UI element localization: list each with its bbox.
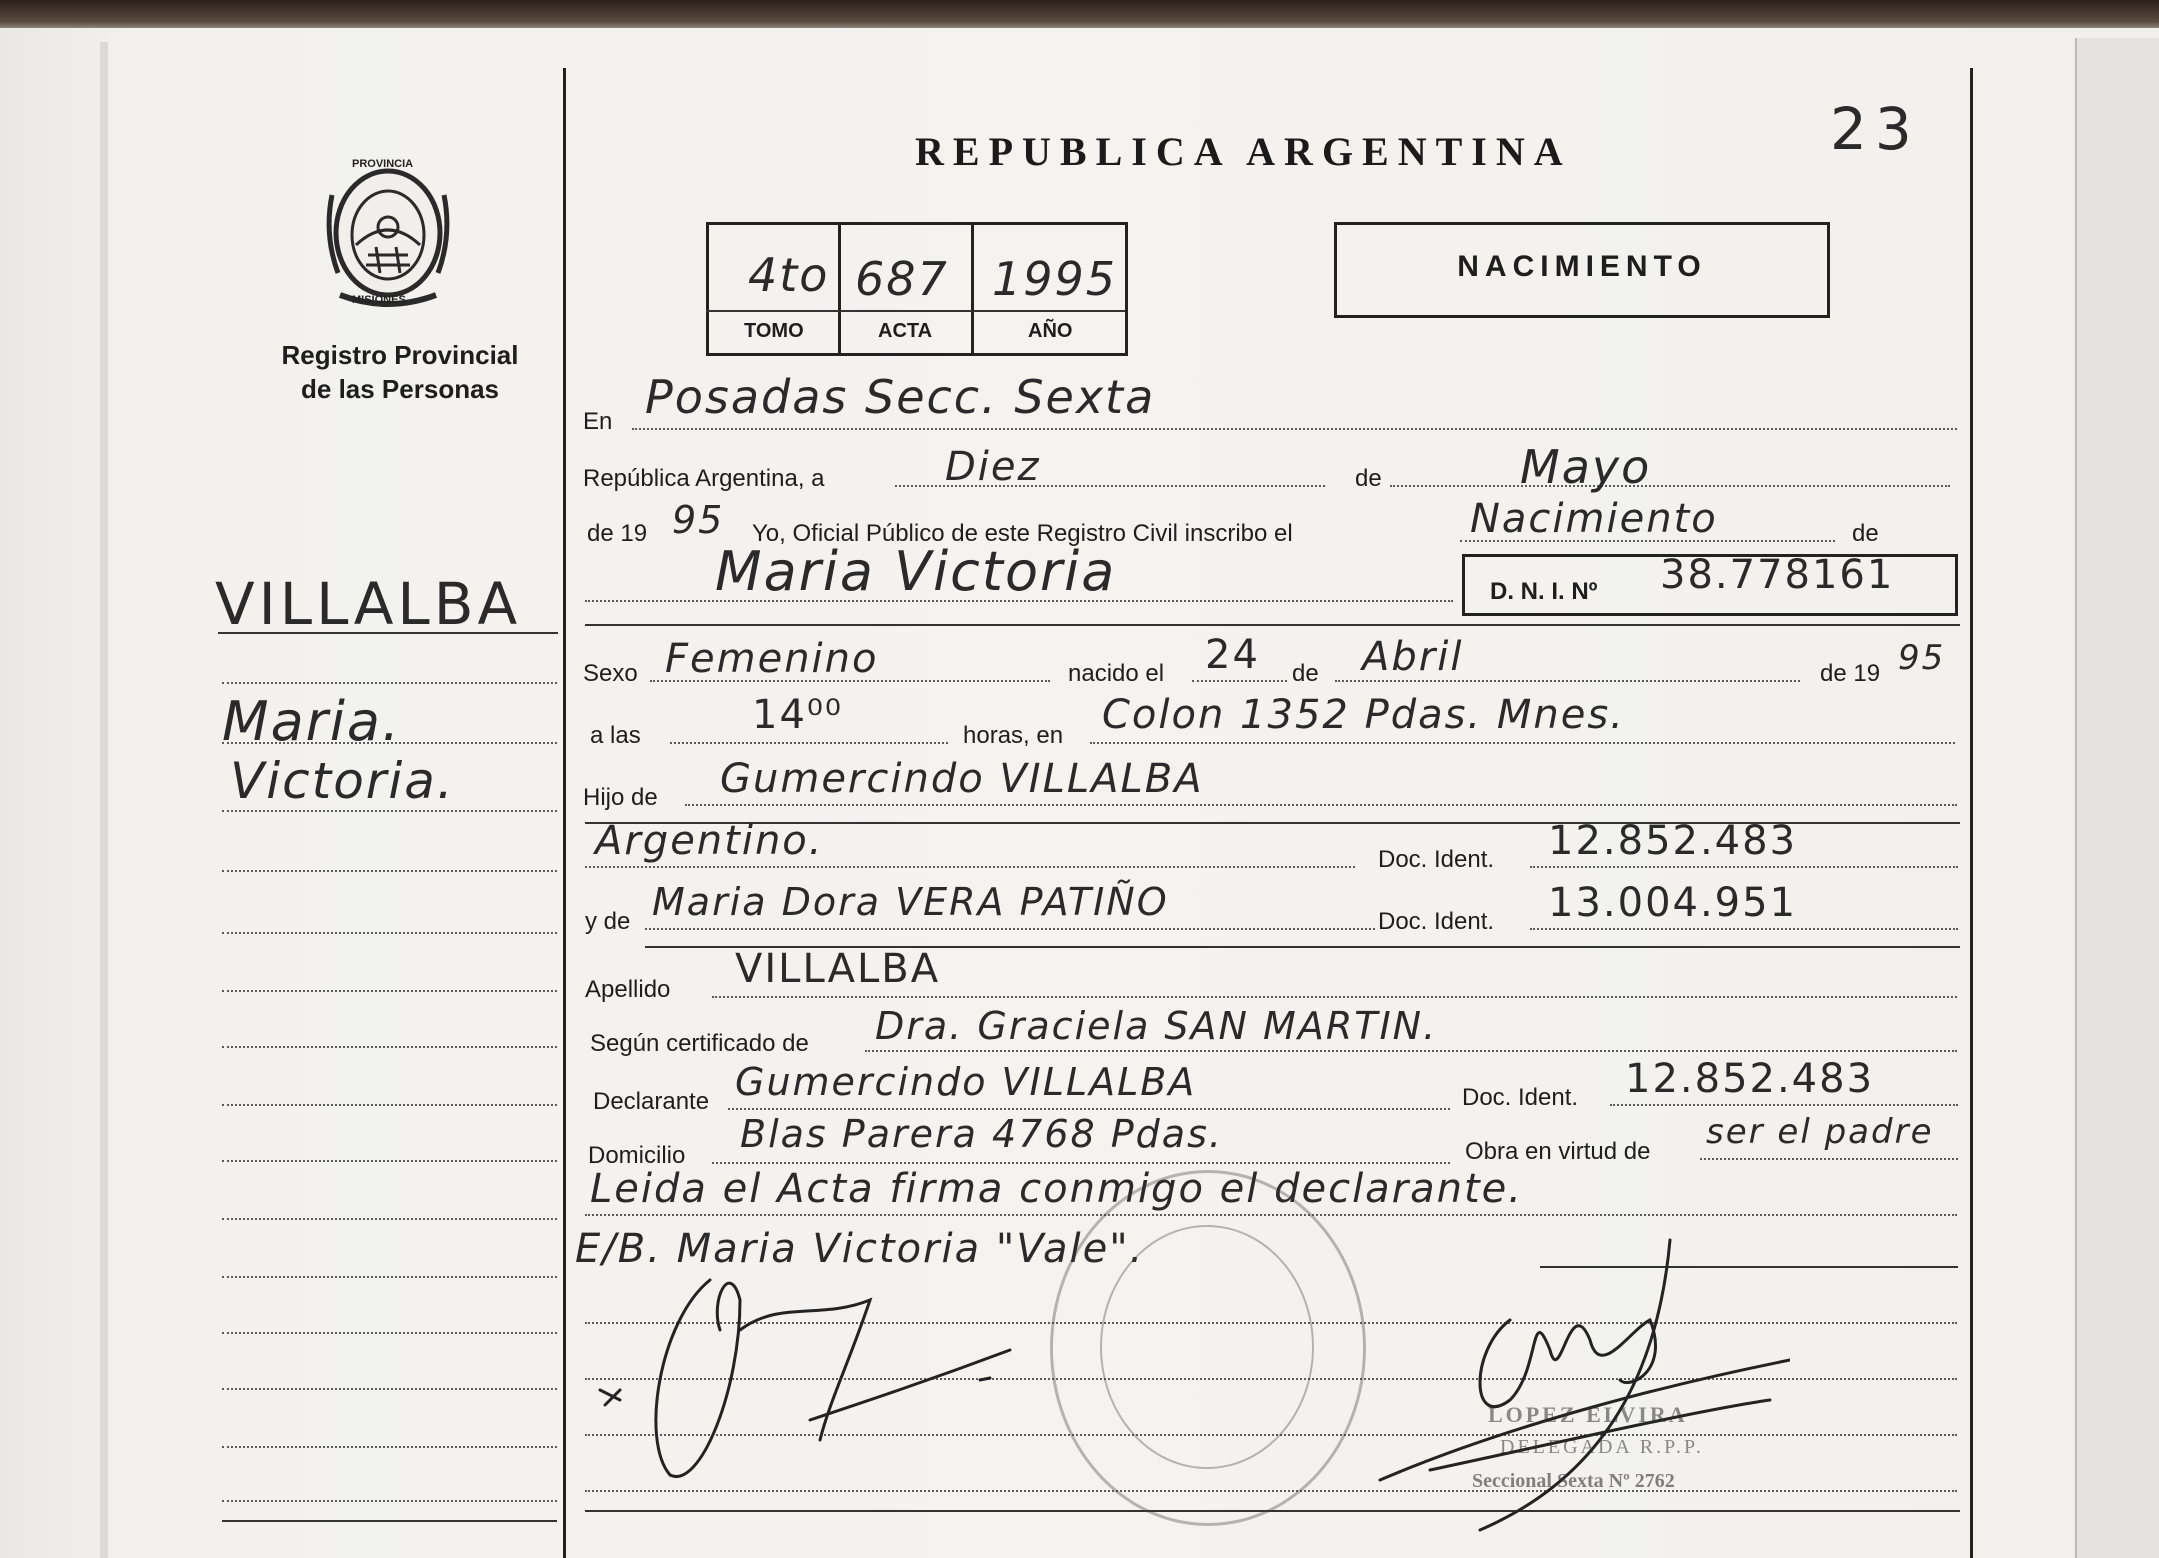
obra-value: ser el padre [1706,1112,1934,1152]
lugar-line [1090,742,1955,744]
mes-value: Mayo [1520,440,1652,494]
page-number: 23 [1830,95,1920,163]
nacido-mes-line [1335,680,1800,682]
tomo-value: 4to [748,248,830,302]
document-title: REPUBLICA ARGENTINA [915,129,1572,174]
mes-line [1390,485,1950,487]
certificado-value: Dra. Graciela SAN MARTIN. [875,1004,1438,1048]
en-value: Posadas Secc. Sexta [645,370,1156,424]
madre-doc: 13.004.951 [1548,880,1798,926]
official-signature-icon [1370,1230,1790,1550]
notes-line1: Leida el Acta firma conmigo el declarante. [590,1166,1524,1212]
apellido-label: Apellido [585,976,671,1003]
margin-line [222,1160,557,1162]
obra-line [1700,1158,1958,1160]
lugar-value: Colon 1352 Pdas. Mnes. [1102,692,1625,738]
inscribo-de-label: de [1852,520,1879,547]
hijo-label: Hijo de [583,784,658,811]
certificado-line [865,1050,1957,1052]
margin-line [222,1446,557,1448]
tomo-label: TOMO [744,320,804,342]
a-las-label: a las [590,722,641,749]
margin-given-name-2: Victoria. [230,752,455,810]
republica-label: República Argentina, a [583,465,825,492]
padre-doc: 12.852.483 [1548,818,1798,864]
ano-value: 1995 [992,252,1118,306]
seal-text-bottom: MISIONES [352,294,406,306]
sexo-value: Femenino [665,636,879,682]
nacido-de-label: de [1292,660,1319,687]
nacido-label: nacido el [1068,660,1165,687]
acta-value: 687 [855,252,949,306]
madre-doc-label: Doc. Ident. [1378,908,1495,935]
dni-label: D. N. I. Nº [1490,578,1598,605]
declarante-label: Declarante [593,1088,710,1115]
padre-nac-line [585,866,1355,868]
nombre-value: Maria Victoria [715,540,1117,603]
page-right-edge [2075,38,2159,1558]
ano-label: AÑO [1028,320,1073,342]
hora-value: 14⁰⁰ [752,692,843,738]
year-prefix-label: de 19 [587,520,648,547]
margin-line [222,1046,557,1048]
apellido-value: VILLALBA [735,946,941,992]
nacido-year-label: de 19 [1820,660,1881,687]
margin-line [222,1218,557,1220]
padre-doc-line [1530,866,1958,868]
nacido-mes: Abril [1362,634,1464,680]
inscribo-value: Nacimiento [1470,496,1718,542]
binder-edge [100,42,108,1558]
official-stamp-line1: LOPEZ ELVIRA [1488,1402,1688,1427]
acta-label: ACTA [878,320,933,342]
province-seal-icon [318,155,458,313]
madre-doc-line [1530,928,1958,930]
seal-text-top: PROVINCIA [352,158,414,170]
official-stamp-line3: Seccional Sexta Nº 2762 [1472,1470,1675,1492]
official-stamp-line2: DELEGADA R.P.P. [1500,1436,1704,1458]
de-label: de [1355,465,1382,492]
margin-divider [563,68,566,1558]
registry-name-line2: de las Personas [301,374,499,404]
margin-line [222,1332,557,1334]
margin-line [222,990,557,992]
en-label: En [583,408,613,435]
margin-line [222,1520,557,1522]
declarante-doc-label: Doc. Ident. [1462,1084,1579,1111]
hora-line [670,742,948,744]
padre-value: Gumercindo VILLALBA [720,756,1204,802]
margin-given-name-1: Maria. [222,690,402,753]
nacido-dia: 24 [1205,632,1260,678]
record-type: NACIMIENTO [1457,250,1707,283]
notes-line2: E/B. Maria Victoria "Vale". [575,1226,1145,1272]
madre-value: Maria Dora VERA PATIÑO [652,880,1169,924]
declarante-line [728,1108,1450,1110]
domicilio-value: Blas Parera 4768 Pdas. [740,1112,1223,1156]
nacido-year: 95 [1898,638,1946,678]
domicilio-label: Domicilio [588,1142,686,1169]
padre-line [685,804,1957,806]
margin-surname: VILLALBA [215,570,522,638]
register-box-divider [838,222,841,353]
year-value: 95 [672,498,725,542]
padre-doc-label: Doc. Ident. [1378,846,1495,873]
registry-name-line1: Registro Provincial [281,340,519,370]
apellido-line [712,996,1957,998]
nombre-underline [585,624,1960,626]
margin-line [222,682,557,684]
registry-stamp-inner [1100,1225,1314,1469]
margin-line [222,870,557,872]
declarante-doc: 12.852.483 [1625,1056,1875,1102]
register-box-divider [971,222,974,353]
obra-label: Obra en virtud de [1465,1138,1651,1165]
register-box-rule [706,310,1125,312]
en-line [632,428,1957,430]
margin-line [222,1500,557,1502]
certificado-label: Según certificado de [590,1030,809,1057]
declarante-doc-line [1610,1104,1958,1106]
margin-line [222,1276,557,1278]
nacido-dia-line [1192,680,1287,682]
domicilio-line [712,1162,1450,1164]
margin-line [222,932,557,934]
margin-line [222,1388,557,1390]
madre-line [645,928,1375,930]
sexo-label: Sexo [583,660,638,687]
margin-line [222,810,557,812]
right-border [1970,68,1973,1558]
padre-nac-value: Argentino. [595,818,824,864]
declarant-signature-icon [590,1240,1050,1500]
inscribo-label: Yo, Oficial Público de este Registro Civil inscribo el [752,520,1293,547]
horas-label: horas, en [963,722,1064,749]
dia-value: Diez [945,444,1041,490]
y-de-label: y de [585,908,631,935]
registry-name [260,338,540,406]
dni-value: 38.778161 [1660,552,1895,598]
declarante-value: Gumercindo VILLALBA [735,1060,1197,1104]
margin-line [222,1104,557,1106]
